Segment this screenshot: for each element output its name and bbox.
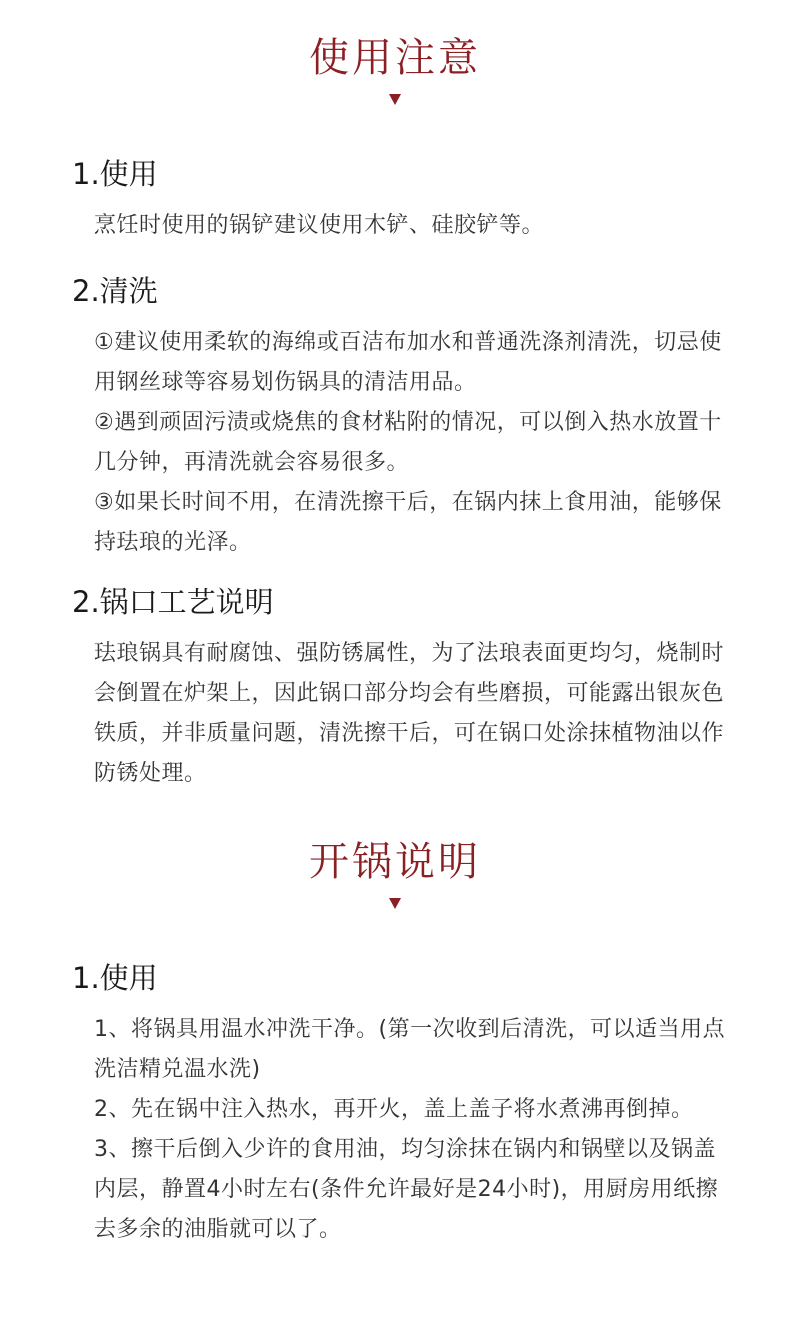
notice-section-header [0,34,790,105]
opening-section-header [0,838,790,909]
notice-cleaning-block [72,273,732,563]
notice-usage-block [72,156,732,246]
opening-usage-block [72,960,732,1250]
paragraph: 1、将锅具用温水冲洗干净。(第一次收到后清洗，可以适当用点洗洁精兑温水洗) [94,1017,726,1082]
opening-usage-text [94,1010,732,1250]
triangle-down-icon [389,898,401,909]
paragraph: 珐琅锅具有耐腐蚀、强防锈属性，为了法琅表面更均匀，烧制时会倒置在炉架上，因此锅口部分均会有些磨损，可能露出银灰色铁质，并非质量问题，清洗擦干后，可在锅口处涂抹植物油以作防锈处理。 [94,641,725,786]
opening-usage-heading: 1.使用 [72,961,158,995]
notice-usage-text [94,206,732,246]
paragraph: 2、先在锅中注入热水，再开火，盖上盖子将水煮沸再倒掉。 [94,1097,694,1122]
paragraph: ①建议使用柔软的海绵或百洁布加水和普通洗涤剂清洗，切忌使用钢丝球等容易划伤锅具的清洁用品。 [94,330,722,395]
notice-rim-heading: 2.锅口工艺说明 [72,585,274,619]
paragraph: 3、擦干后倒入少许的食用油，均匀涂抹在锅内和锅壁以及锅盖内层，静置4小时左右(条件允许最好是24小时)，用厨房用纸擦去多余的油脂就可以了。 [94,1137,719,1242]
notice-cleaning-heading: 2.清洗 [72,274,158,308]
notice-cleaning-text [94,323,732,563]
paragraph: ③如果长时间不用，在清洗擦干后，在锅内抹上食用油，能够保持珐琅的光泽。 [94,490,722,555]
notice-section-title: 使用注意 [309,35,481,81]
paragraph: 烹饪时使用的锅铲建议使用木铲、硅胶铲等。 [94,213,545,238]
notice-rim-block [72,584,732,794]
paragraph: ②遇到顽固污渍或烧焦的食材粘附的情况，可以倒入热水放置十几分钟，再清洗就会容易很多。 [94,410,722,475]
notice-rim-text [94,634,732,794]
notice-usage-heading: 1.使用 [72,157,158,191]
triangle-down-icon [389,94,401,105]
opening-section-title: 开锅说明 [309,839,481,885]
